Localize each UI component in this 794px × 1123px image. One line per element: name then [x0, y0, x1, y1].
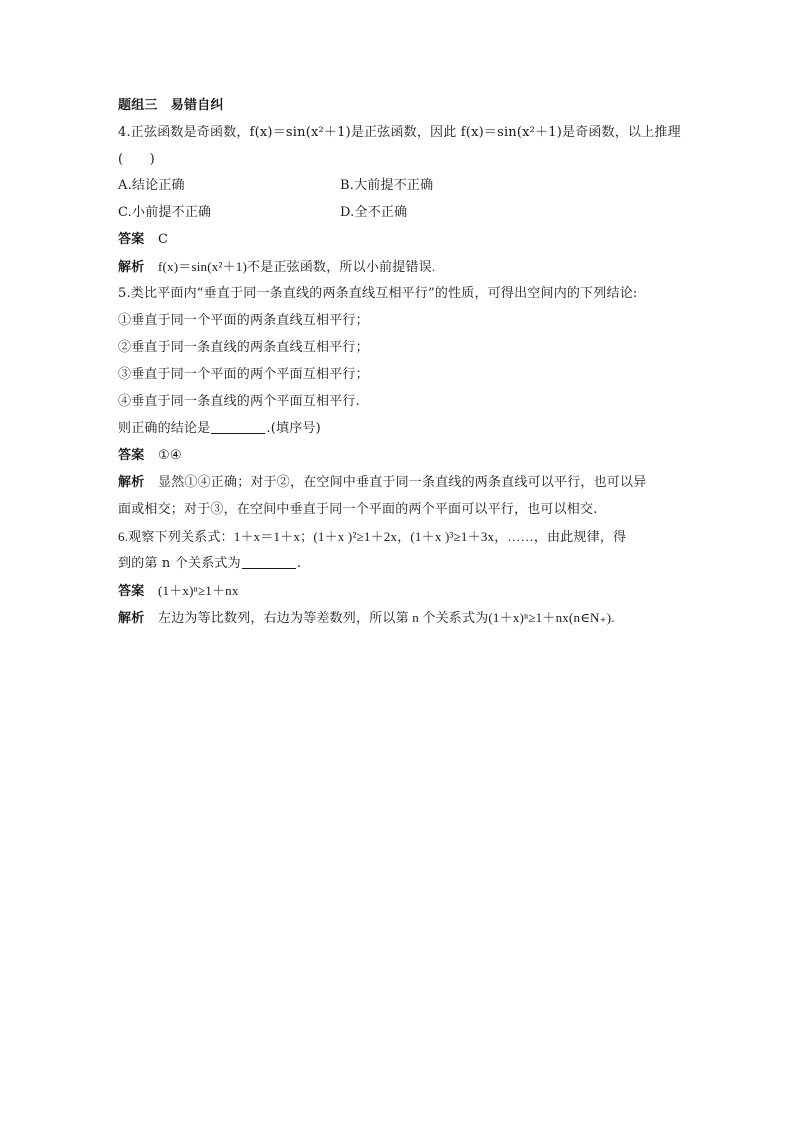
q5-stem: 5.类比平面内“垂直于同一条直线的两条直线互相平行”的性质，可得出空间内的下列结论:	[118, 286, 638, 301]
q4-option-b: B.大前提不正确	[340, 178, 434, 193]
q4-analysis-row	[118, 257, 678, 278]
q5-item-3: ③垂直于同一个平面的两个平面互相平行；	[118, 367, 369, 382]
q4-answer: C	[158, 232, 169, 247]
q6-answer: (1＋x)ⁿ≥1＋nx	[158, 583, 239, 598]
q6-analysis: 左边为等比数列，右边为等差数列，所以第 n 个关系式为(1＋x)ⁿ≥1＋nx(n∈N₊).	[158, 610, 615, 625]
q4-stem: 4.正弦函数是奇函数，f(x)＝sin(x²＋1)是正弦函数，因此 f(x)＝sin(x²＋1)是奇函数，以上推理	[118, 125, 681, 140]
q6-stem-prefix: 到的第 n 个关系式为	[118, 556, 241, 571]
q5-answer-blank	[211, 419, 265, 434]
q6-analysis-row	[118, 608, 678, 629]
q5-item-4: ④垂直于同一条直线的两个平面互相平行.	[118, 394, 360, 409]
q5-fill-row	[118, 419, 678, 439]
q6-answer-row	[118, 581, 678, 602]
q4-option-c: C.小前提不正确	[118, 205, 212, 220]
q5-answer: ①④	[158, 448, 182, 463]
q4-analysis: f(x)＝sin(x²＋1)不是正弦函数，所以小前提错误.	[158, 259, 436, 274]
q4-option-d: D.全不正确	[340, 205, 408, 220]
q4-answer-paren: ( )	[118, 152, 155, 167]
q4-answer-row	[118, 230, 678, 250]
q6-analysis-label: 解析	[118, 611, 145, 626]
q5-analysis-row-1	[118, 473, 678, 493]
q6-stem-suffix: .	[296, 556, 302, 571]
q4-option-a: A.结论正确	[118, 178, 185, 193]
q6-stem-row-2	[118, 554, 678, 574]
q5-answer-label: 答案	[118, 448, 145, 463]
section-title: 题组三 易错自纠	[118, 98, 224, 113]
q4-analysis-label: 解析	[118, 260, 145, 275]
q4-options-row-1	[118, 176, 678, 196]
q4-options-row-2	[118, 203, 678, 223]
q6-answer-blank	[242, 554, 296, 569]
q5-analysis-line-2: 面或相交；对于③，在空间中垂直于同一个平面的两个平面可以平行，也可以相交.	[118, 502, 598, 517]
q4-answer-label: 答案	[118, 232, 145, 247]
q5-fill-suffix: .(填序号)	[266, 421, 321, 436]
q6-answer-label: 答案	[118, 584, 145, 599]
q5-analysis-label: 解析	[118, 475, 145, 490]
q5-answer-row	[118, 446, 678, 466]
q6-stem-line-1: 6.观察下列关系式：1＋x＝1＋x；(1＋x )²≥1＋2x，(1＋x )³≥1＋3x，……，由此规律，得	[118, 529, 627, 544]
q5-fill-prefix: 则正确的结论是	[118, 421, 211, 436]
q5-item-1: ①垂直于同一个平面的两条直线互相平行；	[118, 313, 369, 328]
q5-item-2: ②垂直于同一条直线的两条直线互相平行；	[118, 340, 369, 355]
q5-analysis-line-1: 显然①④正确；对于②，在空间中垂直于同一条直线的两条直线可以平行，也可以异	[158, 475, 647, 490]
